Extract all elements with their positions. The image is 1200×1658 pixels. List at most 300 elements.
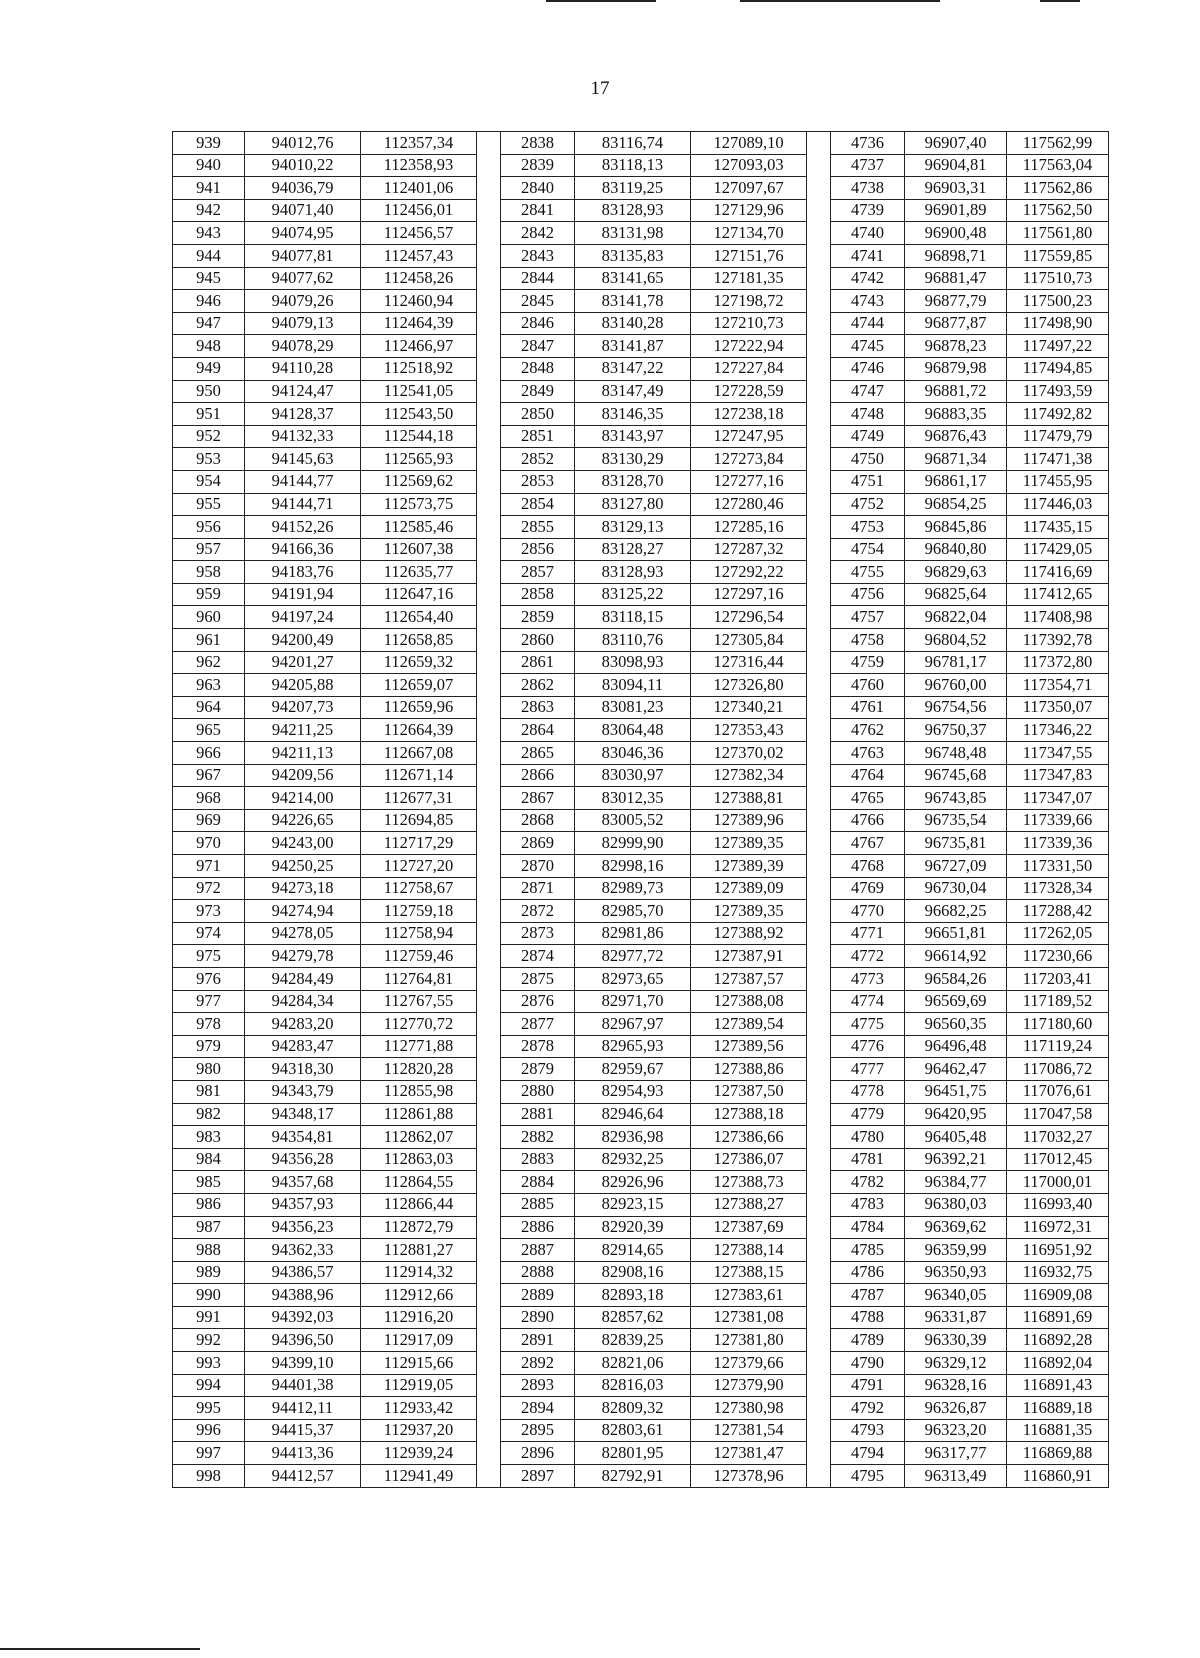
footnote-rule	[0, 1648, 200, 1650]
point-number-cell: 996	[173, 1419, 245, 1442]
point-number-cell: 952	[173, 425, 245, 448]
y-coordinate-cell: 127378,96	[691, 1465, 807, 1488]
x-coordinate-cell: 83141,87	[575, 335, 691, 358]
x-coordinate-cell: 82959,67	[575, 1058, 691, 1081]
x-coordinate-cell: 83064,48	[575, 719, 691, 742]
y-coordinate-cell: 112939,24	[361, 1442, 477, 1465]
x-coordinate-cell: 96822,04	[905, 606, 1007, 629]
point-number-cell: 4763	[831, 742, 905, 765]
point-number-cell: 2887	[501, 1239, 575, 1262]
y-coordinate-cell: 112764,81	[361, 967, 477, 990]
x-coordinate-cell: 82816,03	[575, 1374, 691, 1397]
y-coordinate-cell: 117288,42	[1007, 900, 1109, 923]
point-number-cell: 998	[173, 1465, 245, 1488]
y-coordinate-cell: 117510,73	[1007, 267, 1109, 290]
x-coordinate-cell: 94079,13	[245, 312, 361, 335]
y-coordinate-cell: 112573,75	[361, 493, 477, 516]
y-coordinate-cell: 127129,96	[691, 199, 807, 222]
point-number-cell: 4787	[831, 1284, 905, 1307]
y-coordinate-cell: 112919,05	[361, 1374, 477, 1397]
y-coordinate-cell: 117559,85	[1007, 244, 1109, 267]
column-spacer	[807, 1306, 831, 1329]
table-row	[173, 1148, 1109, 1171]
x-coordinate-cell: 96328,16	[905, 1374, 1007, 1397]
y-coordinate-cell: 127297,16	[691, 583, 807, 606]
table-row	[173, 1239, 1109, 1262]
point-number-cell: 2843	[501, 244, 575, 267]
x-coordinate-cell: 94132,33	[245, 425, 361, 448]
y-coordinate-cell: 127380,98	[691, 1397, 807, 1420]
column-spacer	[477, 222, 501, 245]
x-coordinate-cell: 94207,73	[245, 696, 361, 719]
column-spacer	[477, 1284, 501, 1307]
point-number-cell: 959	[173, 583, 245, 606]
column-spacer	[477, 312, 501, 335]
point-number-cell: 4777	[831, 1058, 905, 1081]
table-row	[173, 764, 1109, 787]
table-row	[173, 606, 1109, 629]
y-coordinate-cell: 117471,38	[1007, 448, 1109, 471]
column-spacer	[807, 199, 831, 222]
table-row	[173, 855, 1109, 878]
x-coordinate-cell: 82967,97	[575, 1013, 691, 1036]
table-row	[173, 1080, 1109, 1103]
table-row	[173, 651, 1109, 674]
column-spacer	[807, 493, 831, 516]
point-number-cell: 2842	[501, 222, 575, 245]
point-number-cell: 975	[173, 945, 245, 968]
point-number-cell: 2875	[501, 967, 575, 990]
x-coordinate-cell: 94243,00	[245, 832, 361, 855]
point-number-cell: 2894	[501, 1397, 575, 1420]
x-coordinate-cell: 82923,15	[575, 1193, 691, 1216]
point-number-cell: 2896	[501, 1442, 575, 1465]
point-number-cell: 945	[173, 267, 245, 290]
table-row	[173, 967, 1109, 990]
y-coordinate-cell: 116892,28	[1007, 1329, 1109, 1352]
column-spacer	[477, 1013, 501, 1036]
y-coordinate-cell: 112771,88	[361, 1035, 477, 1058]
x-coordinate-cell: 96845,86	[905, 516, 1007, 539]
column-spacer	[807, 1193, 831, 1216]
column-spacer	[477, 674, 501, 697]
y-coordinate-cell: 112941,49	[361, 1465, 477, 1488]
column-spacer	[807, 1419, 831, 1442]
x-coordinate-cell: 94412,57	[245, 1465, 361, 1488]
y-coordinate-cell: 127287,32	[691, 538, 807, 561]
y-coordinate-cell: 117032,27	[1007, 1126, 1109, 1149]
x-coordinate-cell: 83094,11	[575, 674, 691, 697]
point-number-cell: 2850	[501, 403, 575, 426]
table-row	[173, 1216, 1109, 1239]
y-coordinate-cell: 112820,28	[361, 1058, 477, 1081]
x-coordinate-cell: 94283,47	[245, 1035, 361, 1058]
point-number-cell: 956	[173, 516, 245, 539]
point-number-cell: 2872	[501, 900, 575, 923]
column-spacer	[807, 629, 831, 652]
y-coordinate-cell: 112456,01	[361, 199, 477, 222]
x-coordinate-cell: 94274,94	[245, 900, 361, 923]
x-coordinate-cell: 96735,81	[905, 832, 1007, 855]
x-coordinate-cell: 96829,63	[905, 561, 1007, 584]
column-spacer	[807, 900, 831, 923]
x-coordinate-cell: 94415,37	[245, 1419, 361, 1442]
point-number-cell: 4788	[831, 1306, 905, 1329]
point-number-cell: 4755	[831, 561, 905, 584]
y-coordinate-cell: 112914,32	[361, 1261, 477, 1284]
y-coordinate-cell: 116889,18	[1007, 1397, 1109, 1420]
x-coordinate-cell: 94318,30	[245, 1058, 361, 1081]
y-coordinate-cell: 127151,76	[691, 244, 807, 267]
point-number-cell: 978	[173, 1013, 245, 1036]
x-coordinate-cell: 83110,76	[575, 629, 691, 652]
x-coordinate-cell: 83131,98	[575, 222, 691, 245]
x-coordinate-cell: 82965,93	[575, 1035, 691, 1058]
x-coordinate-cell: 94211,25	[245, 719, 361, 742]
point-number-cell: 974	[173, 922, 245, 945]
x-coordinate-cell: 94145,63	[245, 448, 361, 471]
y-coordinate-cell: 127305,84	[691, 629, 807, 652]
point-number-cell: 2878	[501, 1035, 575, 1058]
y-coordinate-cell: 117455,95	[1007, 470, 1109, 493]
column-spacer	[807, 922, 831, 945]
y-coordinate-cell: 117347,83	[1007, 764, 1109, 787]
table-row	[173, 583, 1109, 606]
point-number-cell: 2864	[501, 719, 575, 742]
x-coordinate-cell: 94077,81	[245, 244, 361, 267]
column-spacer	[477, 380, 501, 403]
point-number-cell: 4792	[831, 1397, 905, 1420]
y-coordinate-cell: 112677,31	[361, 787, 477, 810]
point-number-cell: 2849	[501, 380, 575, 403]
x-coordinate-cell: 96804,52	[905, 629, 1007, 652]
column-spacer	[807, 832, 831, 855]
x-coordinate-cell: 96560,35	[905, 1013, 1007, 1036]
y-coordinate-cell: 112659,32	[361, 651, 477, 674]
column-spacer	[807, 877, 831, 900]
y-coordinate-cell: 116932,75	[1007, 1261, 1109, 1284]
x-coordinate-cell: 82809,32	[575, 1397, 691, 1420]
x-coordinate-cell: 96754,56	[905, 696, 1007, 719]
column-spacer	[807, 470, 831, 493]
x-coordinate-cell: 94279,78	[245, 945, 361, 968]
column-spacer	[807, 651, 831, 674]
x-coordinate-cell: 82914,65	[575, 1239, 691, 1262]
column-spacer	[477, 154, 501, 177]
y-coordinate-cell: 127382,34	[691, 764, 807, 787]
column-spacer	[477, 696, 501, 719]
y-coordinate-cell: 117339,66	[1007, 809, 1109, 832]
y-coordinate-cell: 117392,78	[1007, 629, 1109, 652]
point-number-cell: 950	[173, 380, 245, 403]
x-coordinate-cell: 96380,03	[905, 1193, 1007, 1216]
column-spacer	[807, 1080, 831, 1103]
point-number-cell: 951	[173, 403, 245, 426]
table-row	[173, 1397, 1109, 1420]
x-coordinate-cell: 83030,97	[575, 764, 691, 787]
table-row	[173, 742, 1109, 765]
point-number-cell: 2881	[501, 1103, 575, 1126]
point-number-cell: 2891	[501, 1329, 575, 1352]
column-spacer	[477, 809, 501, 832]
x-coordinate-cell: 94110,28	[245, 357, 361, 380]
y-coordinate-cell: 112727,20	[361, 855, 477, 878]
x-coordinate-cell: 83141,65	[575, 267, 691, 290]
table-row	[173, 990, 1109, 1013]
y-coordinate-cell: 127198,72	[691, 290, 807, 313]
y-coordinate-cell: 117479,79	[1007, 425, 1109, 448]
point-number-cell: 4773	[831, 967, 905, 990]
y-coordinate-cell: 112937,20	[361, 1419, 477, 1442]
y-coordinate-cell: 117119,24	[1007, 1035, 1109, 1058]
column-spacer	[477, 538, 501, 561]
point-number-cell: 985	[173, 1171, 245, 1194]
column-spacer	[477, 267, 501, 290]
y-coordinate-cell: 116881,35	[1007, 1419, 1109, 1442]
point-number-cell: 4758	[831, 629, 905, 652]
column-spacer	[477, 855, 501, 878]
table-row	[173, 674, 1109, 697]
point-number-cell: 940	[173, 154, 245, 177]
y-coordinate-cell: 112456,57	[361, 222, 477, 245]
x-coordinate-cell: 96331,87	[905, 1306, 1007, 1329]
y-coordinate-cell: 127387,57	[691, 967, 807, 990]
point-number-cell: 4742	[831, 267, 905, 290]
point-number-cell: 990	[173, 1284, 245, 1307]
table-row	[173, 787, 1109, 810]
x-coordinate-cell: 96750,37	[905, 719, 1007, 742]
table-row	[173, 1126, 1109, 1149]
x-coordinate-cell: 94200,49	[245, 629, 361, 652]
point-number-cell: 4794	[831, 1442, 905, 1465]
x-coordinate-cell: 96384,77	[905, 1171, 1007, 1194]
point-number-cell: 2852	[501, 448, 575, 471]
table-row	[173, 199, 1109, 222]
y-coordinate-cell: 112861,88	[361, 1103, 477, 1126]
column-spacer	[477, 945, 501, 968]
x-coordinate-cell: 83128,93	[575, 199, 691, 222]
column-spacer	[477, 290, 501, 313]
y-coordinate-cell: 117562,50	[1007, 199, 1109, 222]
y-coordinate-cell: 112933,42	[361, 1397, 477, 1420]
y-coordinate-cell: 127388,14	[691, 1239, 807, 1262]
y-coordinate-cell: 127389,96	[691, 809, 807, 832]
point-number-cell: 4786	[831, 1261, 905, 1284]
x-coordinate-cell: 96898,71	[905, 244, 1007, 267]
x-coordinate-cell: 96760,00	[905, 674, 1007, 697]
x-coordinate-cell: 94211,13	[245, 742, 361, 765]
column-spacer	[807, 1148, 831, 1171]
y-coordinate-cell: 127388,86	[691, 1058, 807, 1081]
y-coordinate-cell: 127089,10	[691, 132, 807, 155]
table-row	[173, 1284, 1109, 1307]
column-spacer	[807, 1126, 831, 1149]
column-spacer	[477, 1103, 501, 1126]
table-row	[173, 222, 1109, 245]
table-row	[173, 1261, 1109, 1284]
y-coordinate-cell: 127222,94	[691, 335, 807, 358]
point-number-cell: 2876	[501, 990, 575, 1013]
x-coordinate-cell: 96727,09	[905, 855, 1007, 878]
point-number-cell: 4795	[831, 1465, 905, 1488]
column-spacer	[477, 787, 501, 810]
x-coordinate-cell: 96614,92	[905, 945, 1007, 968]
point-number-cell: 4766	[831, 809, 905, 832]
column-spacer	[807, 132, 831, 155]
column-spacer	[477, 764, 501, 787]
column-spacer	[807, 1442, 831, 1465]
y-coordinate-cell: 127389,54	[691, 1013, 807, 1036]
point-number-cell: 955	[173, 493, 245, 516]
point-number-cell: 980	[173, 1058, 245, 1081]
y-coordinate-cell: 117346,22	[1007, 719, 1109, 742]
column-spacer	[477, 1126, 501, 1149]
table-row	[173, 425, 1109, 448]
x-coordinate-cell: 94074,95	[245, 222, 361, 245]
top-rule	[740, 0, 940, 2]
point-number-cell: 2874	[501, 945, 575, 968]
x-coordinate-cell: 94386,57	[245, 1261, 361, 1284]
y-coordinate-cell: 112717,29	[361, 832, 477, 855]
table-row	[173, 267, 1109, 290]
y-coordinate-cell: 117047,58	[1007, 1103, 1109, 1126]
y-coordinate-cell: 112647,16	[361, 583, 477, 606]
x-coordinate-cell: 94226,65	[245, 809, 361, 832]
y-coordinate-cell: 116972,31	[1007, 1216, 1109, 1239]
x-coordinate-cell: 96451,75	[905, 1080, 1007, 1103]
point-number-cell: 2895	[501, 1419, 575, 1442]
y-coordinate-cell: 112759,18	[361, 900, 477, 923]
table-row	[173, 1103, 1109, 1126]
x-coordinate-cell: 96748,48	[905, 742, 1007, 765]
y-coordinate-cell: 112607,38	[361, 538, 477, 561]
point-number-cell: 4778	[831, 1080, 905, 1103]
point-number-cell: 2841	[501, 199, 575, 222]
x-coordinate-cell: 94128,37	[245, 403, 361, 426]
y-coordinate-cell: 127386,07	[691, 1148, 807, 1171]
x-coordinate-cell: 96496,48	[905, 1035, 1007, 1058]
point-number-cell: 973	[173, 900, 245, 923]
point-number-cell: 4753	[831, 516, 905, 539]
column-spacer	[477, 651, 501, 674]
table-row	[173, 403, 1109, 426]
y-coordinate-cell: 112915,66	[361, 1352, 477, 1375]
point-number-cell: 979	[173, 1035, 245, 1058]
x-coordinate-cell: 96878,23	[905, 335, 1007, 358]
x-coordinate-cell: 83098,93	[575, 651, 691, 674]
x-coordinate-cell: 82999,90	[575, 832, 691, 855]
y-coordinate-cell: 127134,70	[691, 222, 807, 245]
y-coordinate-cell: 117494,85	[1007, 357, 1109, 380]
point-number-cell: 2844	[501, 267, 575, 290]
point-number-cell: 2897	[501, 1465, 575, 1488]
column-spacer	[477, 1374, 501, 1397]
y-coordinate-cell: 112565,93	[361, 448, 477, 471]
point-number-cell: 972	[173, 877, 245, 900]
y-coordinate-cell: 117012,45	[1007, 1148, 1109, 1171]
table-row	[173, 470, 1109, 493]
x-coordinate-cell: 96877,87	[905, 312, 1007, 335]
x-coordinate-cell: 96877,79	[905, 290, 1007, 313]
x-coordinate-cell: 82932,25	[575, 1148, 691, 1171]
x-coordinate-cell: 83116,74	[575, 132, 691, 155]
column-spacer	[477, 1261, 501, 1284]
point-number-cell: 992	[173, 1329, 245, 1352]
point-number-cell: 969	[173, 809, 245, 832]
y-coordinate-cell: 127326,80	[691, 674, 807, 697]
point-number-cell: 977	[173, 990, 245, 1013]
x-coordinate-cell: 94079,26	[245, 290, 361, 313]
y-coordinate-cell: 112357,34	[361, 132, 477, 155]
y-coordinate-cell: 116951,92	[1007, 1239, 1109, 1262]
point-number-cell: 4785	[831, 1239, 905, 1262]
x-coordinate-cell: 94412,11	[245, 1397, 361, 1420]
x-coordinate-cell: 96735,54	[905, 809, 1007, 832]
x-coordinate-cell: 94077,62	[245, 267, 361, 290]
x-coordinate-cell: 83046,36	[575, 742, 691, 765]
x-coordinate-cell: 94273,18	[245, 877, 361, 900]
point-number-cell: 4767	[831, 832, 905, 855]
column-spacer	[477, 1465, 501, 1488]
table-row	[173, 1035, 1109, 1058]
x-coordinate-cell: 83129,13	[575, 516, 691, 539]
column-spacer	[807, 380, 831, 403]
y-coordinate-cell: 117372,80	[1007, 651, 1109, 674]
column-spacer	[477, 1306, 501, 1329]
y-coordinate-cell: 127386,66	[691, 1126, 807, 1149]
point-number-cell: 2888	[501, 1261, 575, 1284]
point-number-cell: 4757	[831, 606, 905, 629]
column-spacer	[477, 1442, 501, 1465]
x-coordinate-cell: 96330,39	[905, 1329, 1007, 1352]
x-coordinate-cell: 83147,22	[575, 357, 691, 380]
y-coordinate-cell: 116860,91	[1007, 1465, 1109, 1488]
point-number-cell: 2858	[501, 583, 575, 606]
y-coordinate-cell: 117230,66	[1007, 945, 1109, 968]
column-spacer	[807, 1374, 831, 1397]
y-coordinate-cell: 127387,69	[691, 1216, 807, 1239]
point-number-cell: 963	[173, 674, 245, 697]
y-coordinate-cell: 127093,03	[691, 154, 807, 177]
point-number-cell: 2868	[501, 809, 575, 832]
x-coordinate-cell: 94348,17	[245, 1103, 361, 1126]
y-coordinate-cell: 112401,06	[361, 177, 477, 200]
point-number-cell: 2869	[501, 832, 575, 855]
point-number-cell: 2845	[501, 290, 575, 313]
y-coordinate-cell: 112635,77	[361, 561, 477, 584]
table-row	[173, 244, 1109, 267]
point-number-cell: 2870	[501, 855, 575, 878]
column-spacer	[807, 1284, 831, 1307]
point-number-cell: 954	[173, 470, 245, 493]
table-row	[173, 832, 1109, 855]
x-coordinate-cell: 96854,25	[905, 493, 1007, 516]
y-coordinate-cell: 112758,67	[361, 877, 477, 900]
table-row	[173, 1329, 1109, 1352]
point-number-cell: 2853	[501, 470, 575, 493]
x-coordinate-cell: 83012,35	[575, 787, 691, 810]
column-spacer	[477, 1216, 501, 1239]
y-coordinate-cell: 116993,40	[1007, 1193, 1109, 1216]
y-coordinate-cell: 112667,08	[361, 742, 477, 765]
x-coordinate-cell: 96881,47	[905, 267, 1007, 290]
column-spacer	[807, 244, 831, 267]
point-number-cell: 991	[173, 1306, 245, 1329]
point-number-cell: 946	[173, 290, 245, 313]
x-coordinate-cell: 82792,91	[575, 1465, 691, 1488]
x-coordinate-cell: 94356,28	[245, 1148, 361, 1171]
x-coordinate-cell: 82973,65	[575, 967, 691, 990]
